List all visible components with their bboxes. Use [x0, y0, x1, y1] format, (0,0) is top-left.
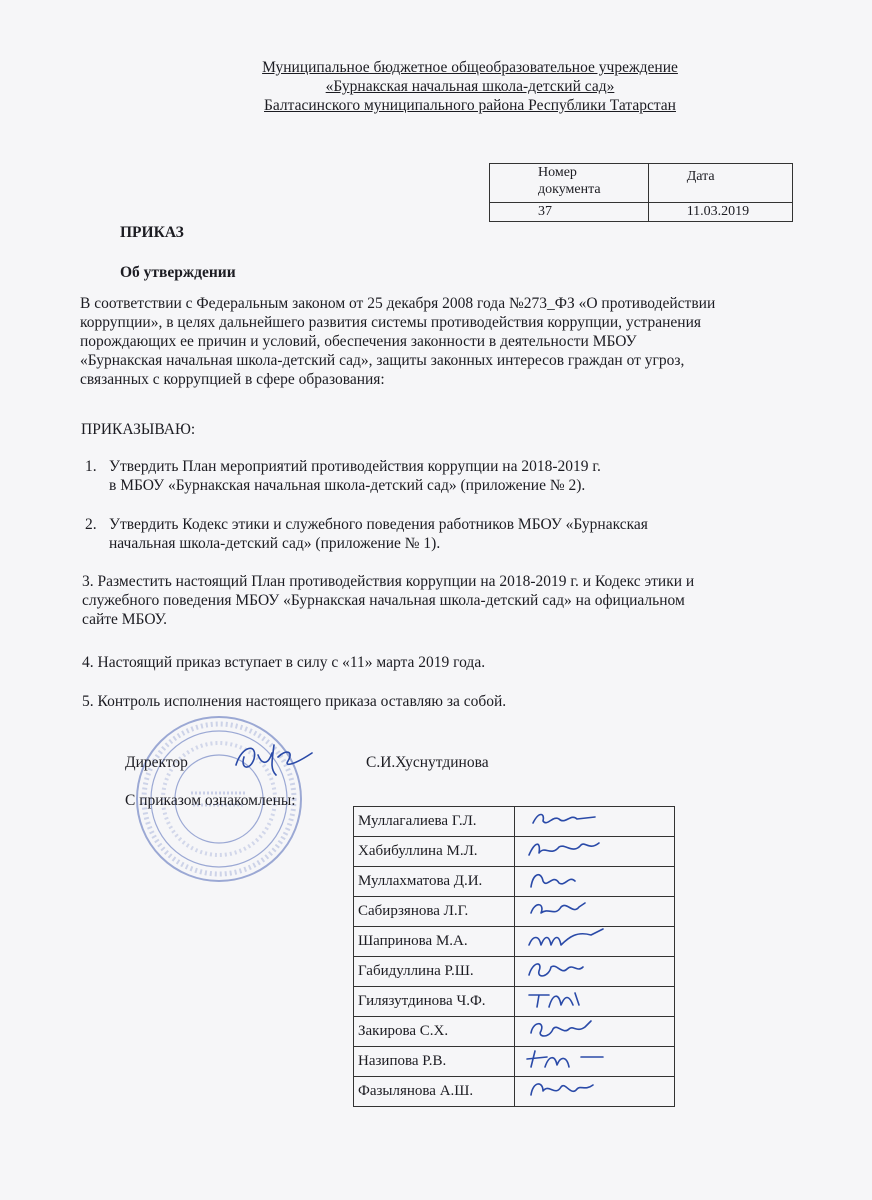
doc-date-value: 11.03.2019: [648, 203, 792, 222]
employee-name: Хабибуллина М.Л.: [354, 837, 515, 867]
order-item-5: 5. Контроль исполнения настоящего приказа оставляю за собой.: [82, 693, 507, 710]
director-label: Директор: [125, 754, 188, 771]
header-line-3: Балтасинского муниципального района Республики Татарстан: [264, 97, 676, 114]
order-item-4: 4. Настоящий приказ вступает в силу с «11» марта 2019 года.: [82, 654, 486, 671]
signature-cell: [515, 957, 675, 987]
handwritten-signature: [519, 897, 669, 921]
header-line-2: «Бурнакская начальная школа-детский сад»: [325, 78, 615, 95]
signature-row: [354, 867, 675, 897]
employee-name: Назипова Р.В.: [354, 1047, 515, 1077]
acquainted-label: С приказом ознакомлены:: [125, 792, 296, 809]
handwritten-signature: [519, 867, 669, 891]
signature-cell: [515, 987, 675, 1017]
signature-cell: [515, 897, 675, 927]
employee-name: Гилязутдинова Ч.Ф.: [354, 987, 515, 1017]
header-line-1: Муниципальное бюджетное общеобразовательное учреждение: [262, 59, 678, 76]
signature-row: [354, 957, 675, 987]
order-item-3: 3. Разместить настоящий План противодействия коррупции на 2018-2019 г. и Кодекс этики и служебного поведения МБОУ «Бурнакская начальная школа-детский сад» на официальном сайте МБОУ.: [82, 573, 695, 628]
employee-name: Сабирзянова Л.Г.: [354, 897, 515, 927]
handwritten-signature: [519, 1077, 669, 1101]
doc-date-header: Дата: [648, 164, 792, 203]
signatures-table: [353, 806, 675, 1107]
employee-name: Закирова С.Х.: [354, 1017, 515, 1047]
document-subtitle: Об утверждении: [120, 264, 236, 281]
signature-row: [354, 1017, 675, 1047]
preamble-line: связанных с коррупцией в сфере образования:: [80, 371, 385, 388]
signature-row: [354, 897, 675, 927]
doc-number-header: Номер документа: [490, 164, 649, 203]
item-number: 2.: [85, 516, 97, 533]
order-item-1: 1. Утвердить План мероприятий противодействия коррупции на 2018-2019 г. в МБОУ «Бурнакская начальная школа-детский сад» (приложение № 2).: [85, 458, 601, 494]
employee-name: Габидуллина Р.Ш.: [354, 957, 515, 987]
institution-header: [150, 58, 790, 115]
document-title: ПРИКАЗ: [120, 224, 184, 241]
signature-cell: [515, 807, 675, 837]
signature-cell: [515, 1017, 675, 1047]
handwritten-signature: [519, 927, 669, 951]
order-word: ПРИКАЗЫВАЮ:: [81, 421, 196, 438]
preamble-line: порождающих ее причин и условий, обеспечения законности в деятельности МБОУ: [80, 333, 637, 350]
doc-number-value: 37: [490, 203, 649, 222]
signature-cell: [515, 867, 675, 897]
employee-name: Муллагалиева Г.Л.: [354, 807, 515, 837]
preamble-line: «Бурнакская начальная школа-детский сад», защиты законных интересов граждан от угроз,: [80, 352, 685, 369]
signature-row: [354, 987, 675, 1017]
signature-row: [354, 807, 675, 837]
signature-cell: [515, 1047, 675, 1077]
signature-cell: [515, 1077, 675, 1107]
signature-row: [354, 927, 675, 957]
director-signature: [228, 735, 318, 781]
order-item-2: 2. Утвердить Кодекс этики и служебного поведения работников МБОУ «Бурнакская начальная школа-детский сад» (приложение № 1).: [85, 516, 648, 552]
handwritten-signature: [519, 807, 669, 831]
handwritten-signature: [519, 1047, 669, 1071]
signature-row: [354, 1077, 675, 1107]
preamble-line: В соответствии с Федеральным законом от 25 декабря 2008 года №273_ФЗ «О противодействии: [80, 295, 716, 312]
handwritten-signature: [519, 957, 669, 981]
employee-name: Шапринова М.А.: [354, 927, 515, 957]
handwritten-signature: [519, 837, 669, 861]
signature-row: [354, 837, 675, 867]
document-number-table: [489, 163, 793, 222]
director-name: С.И.Хуснутдинова: [366, 754, 489, 771]
preamble-paragraph: [80, 294, 800, 389]
signature-cell: [515, 927, 675, 957]
employee-name: Фазылянова А.Ш.: [354, 1077, 515, 1107]
signature-row: [354, 1047, 675, 1077]
employee-name: Муллахматова Д.И.: [354, 867, 515, 897]
item-number: 1.: [85, 458, 97, 475]
handwritten-signature: [519, 1017, 669, 1041]
signature-cell: [515, 837, 675, 867]
handwritten-signature: [519, 987, 669, 1011]
preamble-line: коррупции», в целях дальнейшего развития системы противодействия коррупции, устранения: [80, 314, 701, 331]
